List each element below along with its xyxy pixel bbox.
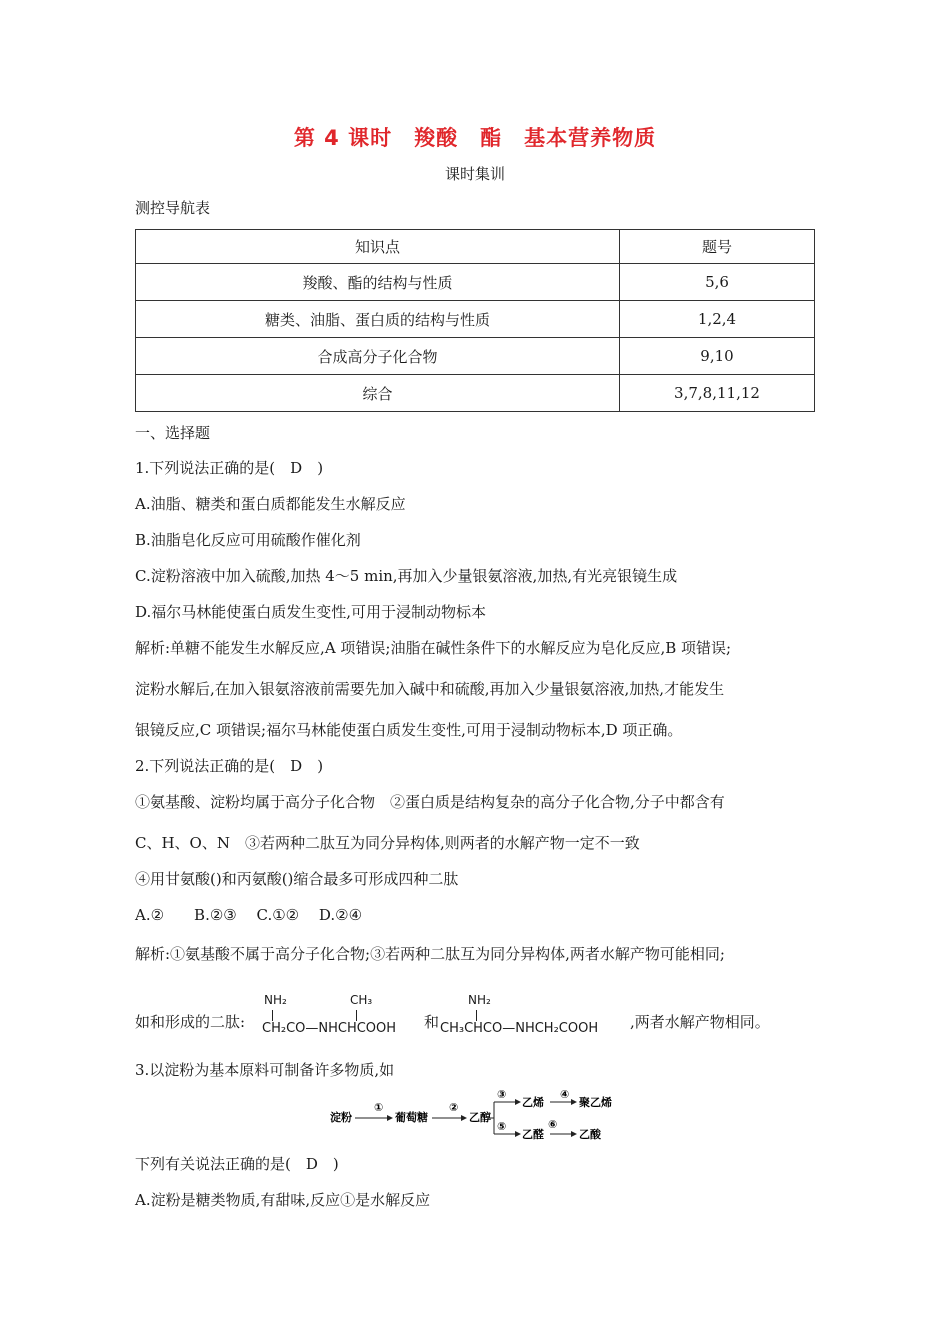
table-cell: 3,7,8,11,12	[620, 375, 815, 412]
table-cell: 1,2,4	[620, 301, 815, 338]
dipeptide-formula: CH₃CHCO—NHCH₂COOH	[440, 1021, 599, 1036]
table-cell: 9,10	[620, 338, 815, 375]
amino-group-label: NH₂	[468, 993, 491, 1007]
dipeptide-structure-2	[440, 993, 630, 1041]
table-row	[136, 338, 815, 375]
table-header-cell: 题号	[620, 230, 815, 264]
page-title: 第 4 课时 羧酸 酯 基本营养物质	[293, 126, 657, 150]
dipeptide-structure-1	[262, 993, 430, 1041]
question-1-analysis: 银镜反应,C 项错误;福尔马林能使蛋白质发生变性,可用于浸制动物标本,D 项正确。	[135, 721, 683, 739]
dipeptide-formula: CH₂CO—NHCHCOOH	[262, 1021, 397, 1036]
question-1-option-b: B.油脂皂化反应可用硫酸作催化剂	[135, 531, 361, 549]
table-header-cell: 知识点	[136, 230, 620, 264]
question-1-stem: 1.下列说法正确的是( D )	[135, 459, 324, 477]
acetic-acid-label: 乙酸	[579, 1128, 601, 1141]
bond-line	[476, 1010, 477, 1021]
question-1-analysis: 解析:单糖不能发生水解反应,A 项错误;油脂在碱性条件下的水解反应为皂化反应,B 项错误;	[135, 639, 732, 657]
ethanol-label: 乙醇	[469, 1111, 491, 1124]
question-1-option-a: A.油脂、糖类和蛋白质都能发生水解反应	[135, 495, 406, 513]
question-1-analysis: 淀粉水解后,在加入银氨溶液前需要先加入碱中和硫酸,再加入少量银氨溶液,加热,才能发生	[135, 680, 725, 698]
acetaldehyde-label: 乙醛	[522, 1128, 544, 1141]
section-heading: 一、选择题	[135, 424, 211, 442]
question-2-analysis-prefix: 如和形成的二肽:	[135, 1013, 246, 1031]
question-3-stem: 3.以淀粉为基本原料可制备许多物质,如	[135, 1061, 395, 1079]
polyethylene-label: 聚乙烯	[579, 1096, 612, 1109]
amino-group-label: NH₂	[264, 993, 287, 1007]
question-3-question: 下列有关说法正确的是( D )	[135, 1155, 339, 1173]
table-row	[136, 264, 815, 301]
page-subtitle: 课时集训	[444, 165, 505, 183]
step-2-label: ②	[449, 1101, 459, 1114]
table-cell: 5,6	[620, 264, 815, 301]
question-2-stem: 2.下列说法正确的是( D )	[135, 757, 324, 775]
table-row	[136, 301, 815, 338]
step-5-label: ⑤	[497, 1120, 507, 1133]
question-2-analysis-suffix: ,两者水解产物相同。	[630, 1013, 770, 1031]
table-row	[136, 375, 815, 412]
step-6-label: ⑥	[548, 1118, 558, 1131]
table-header-row	[136, 230, 815, 264]
nav-table-label: 测控导航表	[135, 199, 211, 217]
step-1-label: ①	[374, 1101, 384, 1114]
glucose-label: 葡萄糖	[395, 1111, 428, 1124]
question-2-statement: ④用甘氨酸()和丙氨酸()缩合最多可形成四种二肽	[135, 870, 459, 888]
bond-line	[356, 1010, 357, 1021]
table-cell: 合成高分子化合物	[136, 338, 620, 375]
question-2-statement: C、H、O、N ③若两种二肽互为同分异构体,则两者的水解产物一定不一致	[135, 834, 640, 852]
question-1-option-c: C.淀粉溶液中加入硫酸,加热 4～5 min,再加入少量银氨溶液,加热,有光亮银镜生成	[135, 567, 678, 585]
table-cell: 糖类、油脂、蛋白质的结构与性质	[136, 301, 620, 338]
ethylene-label: 乙烯	[522, 1096, 544, 1109]
reaction-scheme	[330, 1088, 620, 1143]
question-1-option-d: D.福尔马林能使蛋白质发生变性,可用于浸制动物标本	[135, 603, 487, 621]
question-3-option-a: A.淀粉是糖类物质,有甜味,反应①是水解反应	[135, 1191, 431, 1209]
step-4-label: ④	[560, 1088, 570, 1101]
question-2-options: A.② B.②③ C.①② D.②④	[135, 906, 363, 924]
bond-line	[272, 1010, 273, 1021]
nav-table	[135, 229, 815, 412]
table-cell: 羧酸、酯的结构与性质	[136, 264, 620, 301]
starch-label: 淀粉	[330, 1111, 352, 1124]
question-2-analysis: 解析:①氨基酸不属于高分子化合物;③若两种二肽互为同分异构体,两者水解产物可能相同;	[135, 945, 725, 963]
methyl-group-label: CH₃	[350, 993, 373, 1007]
question-2-statement: ①氨基酸、淀粉均属于高分子化合物 ②蛋白质是结构复杂的高分子化合物,分子中都含有	[135, 793, 725, 811]
step-3-label: ③	[497, 1088, 507, 1101]
table-cell: 综合	[136, 375, 620, 412]
and-word: 和	[424, 1013, 440, 1031]
